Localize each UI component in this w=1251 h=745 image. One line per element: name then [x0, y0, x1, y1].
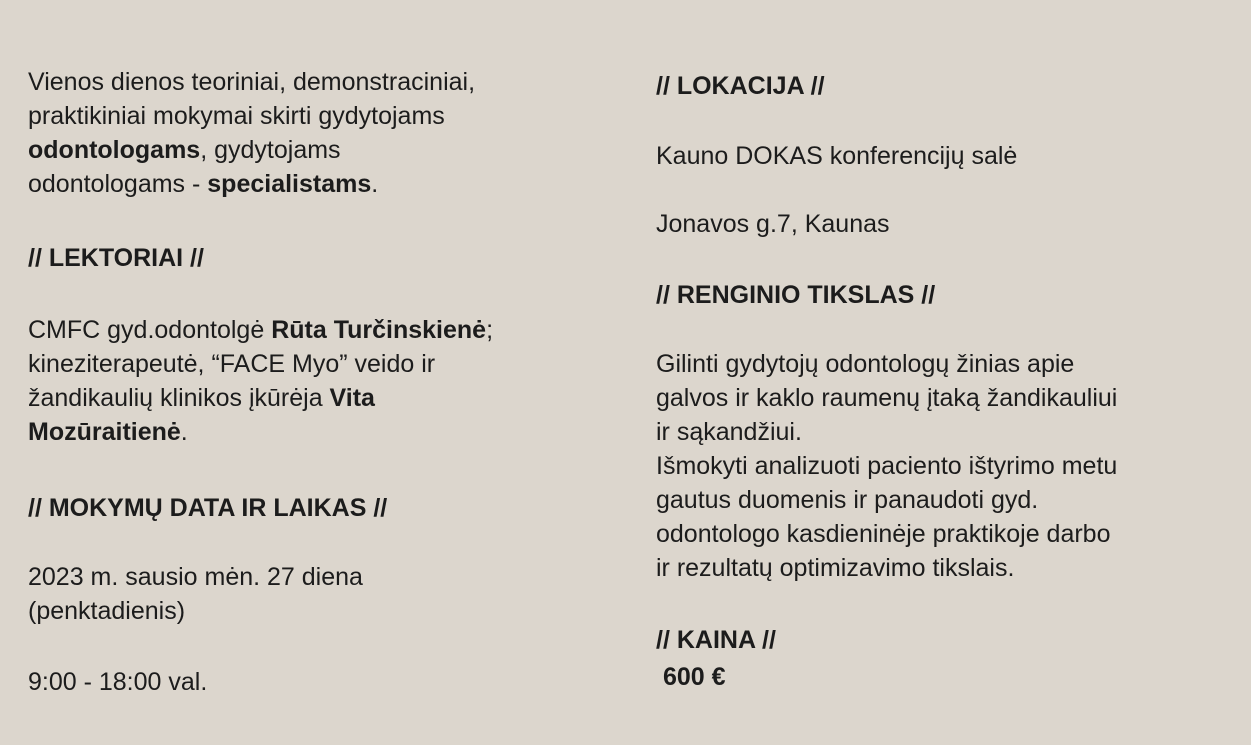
goal-line: Gilinti gydytojų odontologų žinias apie	[656, 350, 1075, 378]
goal-line: ir rezultatų optimizavimo tikslais.	[656, 554, 1015, 582]
lector-name-1: Rūta Turčinskienė	[271, 316, 487, 344]
date-paragraph	[28, 560, 363, 628]
intro-bold-dentists: odontologams	[28, 136, 201, 164]
goal-line: ir sąkandžiui.	[656, 418, 802, 446]
address-line: Jonavos g.7, Kaunas	[656, 210, 890, 238]
date-heading: // MOKYMŲ DATA IR LAIKAS //	[28, 494, 388, 522]
lectors-line: kineziterapeutė, “FACE Myo” veido ir	[28, 350, 436, 378]
lectors-paragraph	[28, 313, 493, 449]
lectors-line: CMFC gyd.odontolgė Rūta Turčinskienė;	[28, 316, 494, 344]
goal-line: galvos ir kaklo raumenų įtaką žandikauliui	[656, 384, 1118, 412]
goal-heading: // RENGINIO TIKSLAS //	[656, 281, 936, 309]
intro-line: praktikiniai mokymai skirti gydytojams	[28, 102, 445, 130]
lectors-line: Mozūraitienė.	[28, 418, 188, 446]
lector-name-2-last: Mozūraitienė	[28, 418, 181, 446]
intro-line: Vienos dienos teoriniai, demonstraciniai,	[28, 68, 476, 96]
time-line: 9:00 - 18:00 val.	[28, 668, 208, 696]
intro-line: odontologams - specialistams.	[28, 170, 379, 198]
price-value: 600 €	[656, 663, 726, 691]
intro-bold-specialists: specialistams	[207, 170, 372, 198]
goal-line: gautus duomenis ir panaudoti gyd.	[656, 486, 1039, 514]
location-heading: // LOKACIJA //	[656, 72, 825, 100]
lector-name-2-first: Vita	[329, 384, 375, 412]
date-line: 2023 m. sausio mėn. 27 diena	[28, 563, 363, 591]
intro-line: odontologams, gydytojams	[28, 136, 341, 164]
intro-paragraph	[28, 65, 475, 201]
goal-paragraph	[656, 347, 1117, 585]
lectors-heading: // LEKTORIAI //	[28, 244, 204, 272]
price-heading: // KAINA //	[656, 626, 776, 654]
goal-line: odontologo kasdieninėje praktikoje darbo	[656, 520, 1111, 548]
weekday-line: (penktadienis)	[28, 597, 186, 625]
goal-line: Išmokyti analizuoti paciento ištyrimo metu	[656, 452, 1118, 480]
lectors-line: žandikaulių klinikos įkūrėja Vita	[28, 384, 375, 412]
venue-line: Kauno DOKAS konferencijų salė	[656, 142, 1018, 170]
